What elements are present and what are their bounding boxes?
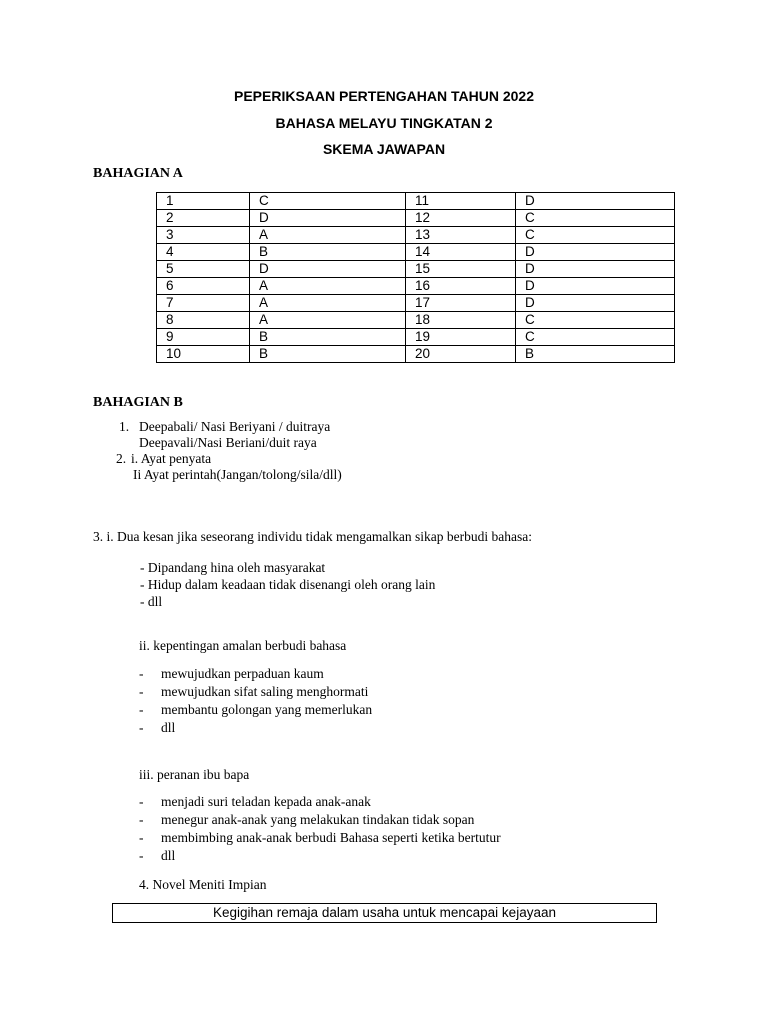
answer-letter: C bbox=[516, 329, 675, 346]
q4-heading: 4. Novel Meniti Impian bbox=[139, 877, 267, 892]
list-dash: - bbox=[139, 684, 144, 699]
scheme-title: SKEMA JAWAPAN bbox=[322, 141, 446, 157]
answer-letter: A bbox=[250, 312, 406, 329]
answer-letter: D bbox=[250, 210, 406, 227]
answer-letter: D bbox=[250, 261, 406, 278]
question-number: 4 bbox=[157, 244, 250, 261]
table-row bbox=[157, 312, 675, 329]
table-row bbox=[157, 244, 675, 261]
answer-letter: B bbox=[516, 346, 675, 363]
q1-number: 1. bbox=[119, 419, 130, 434]
answer-letter: B bbox=[250, 346, 406, 363]
answer-letter: C bbox=[516, 227, 675, 244]
q1-answer-line1: Deepabali/ Nasi Beriyani / duitraya bbox=[139, 419, 331, 434]
q3-iii-item-4 bbox=[139, 848, 175, 864]
question-number: 8 bbox=[157, 312, 250, 329]
answer-letter: A bbox=[250, 227, 406, 244]
q3-ii-item-2 bbox=[139, 684, 368, 700]
question-number: 1 bbox=[157, 193, 250, 210]
table-row bbox=[157, 261, 675, 278]
exam-title: PEPERIKSAAN PERTENGAHAN TAHUN 2022 bbox=[233, 88, 534, 104]
answer-letter: D bbox=[516, 193, 675, 210]
list-text: mewujudkan sifat saling menghormati bbox=[161, 684, 369, 699]
table-row bbox=[157, 329, 675, 346]
list-dash: - bbox=[139, 702, 144, 717]
answer-letter: C bbox=[250, 193, 406, 210]
question-number: 3 bbox=[157, 227, 250, 244]
q3-iii-item-1 bbox=[139, 794, 371, 810]
answer-letter: A bbox=[250, 295, 406, 312]
answer-table bbox=[156, 192, 675, 363]
q3-iii-item-2 bbox=[139, 812, 474, 828]
question-number: 13 bbox=[406, 227, 516, 244]
list-text: membimbing anak-anak berbudi Bahasa seperti ketika bertutur bbox=[161, 830, 501, 845]
answer-letter: B bbox=[250, 244, 406, 261]
answer-letter: D bbox=[516, 295, 675, 312]
question-number: 2 bbox=[157, 210, 250, 227]
q3-ii-item-3 bbox=[139, 702, 372, 718]
answer-letter: C bbox=[516, 210, 675, 227]
list-dash: - bbox=[139, 812, 144, 827]
q2-answer-line1: i. Ayat penyata bbox=[131, 451, 212, 466]
question-number: 12 bbox=[406, 210, 516, 227]
table-row bbox=[157, 278, 675, 295]
question-number: 19 bbox=[406, 329, 516, 346]
question-number: 11 bbox=[406, 193, 516, 210]
q3-ii-item-4 bbox=[139, 720, 175, 736]
q3-iii-heading: iii. peranan ibu bapa bbox=[139, 767, 250, 782]
table-row bbox=[157, 295, 675, 312]
table-row bbox=[157, 346, 675, 363]
q3-intro: 3. i. Dua kesan jika seseorang individu tidak mengamalkan sikap berbudi bahasa: bbox=[93, 529, 533, 544]
list-dash: - bbox=[139, 830, 144, 845]
question-number: 17 bbox=[406, 295, 516, 312]
table-row bbox=[157, 227, 675, 244]
table-row bbox=[157, 193, 675, 210]
answer-letter: A bbox=[250, 278, 406, 295]
question-number: 20 bbox=[406, 346, 516, 363]
q3-i-item-1: - Dipandang hina oleh masyarakat bbox=[140, 560, 326, 575]
answer-letter: D bbox=[516, 278, 675, 295]
answer-letter: C bbox=[516, 312, 675, 329]
q2-answer-line2: Ii Ayat perintah(Jangan/tolong/sila/dll) bbox=[133, 467, 342, 482]
q3-i-item-3: - dll bbox=[140, 594, 163, 609]
question-number: 10 bbox=[157, 346, 250, 363]
answer-letter: D bbox=[516, 244, 675, 261]
question-number: 7 bbox=[157, 295, 250, 312]
list-text: menegur anak-anak yang melakukan tindakan tidak sopan bbox=[161, 812, 475, 827]
answer-letter: D bbox=[516, 261, 675, 278]
q3-i-item-2: - Hidup dalam keadaan tidak disenangi oleh orang lain bbox=[140, 577, 436, 592]
q3-iii-item-3 bbox=[139, 830, 501, 846]
list-dash: - bbox=[139, 848, 144, 863]
question-number: 6 bbox=[157, 278, 250, 295]
q4-answer-box: Kegigihan remaja dalam usaha untuk mencapai kejayaan bbox=[112, 903, 657, 923]
question-number: 16 bbox=[406, 278, 516, 295]
list-dash: - bbox=[139, 666, 144, 681]
q1-answer-line2: Deepavali/Nasi Beriani/duit raya bbox=[139, 435, 317, 450]
bahagian-b-heading: BAHAGIAN B bbox=[93, 395, 183, 410]
list-dash: - bbox=[139, 794, 144, 809]
q2-number: 2. bbox=[116, 451, 127, 466]
table-row bbox=[157, 210, 675, 227]
list-text: menjadi suri teladan kepada anak-anak bbox=[161, 794, 371, 809]
question-number: 5 bbox=[157, 261, 250, 278]
bahagian-a-heading: BAHAGIAN A bbox=[93, 166, 183, 181]
q3-ii-heading: ii. kepentingan amalan berbudi bahasa bbox=[139, 638, 347, 653]
list-text: dll bbox=[161, 720, 176, 735]
answer-letter: B bbox=[250, 329, 406, 346]
subject-title: BAHASA MELAYU TINGKATAN 2 bbox=[275, 115, 493, 131]
list-text: mewujudkan perpaduan kaum bbox=[161, 666, 324, 681]
question-number: 9 bbox=[157, 329, 250, 346]
question-number: 15 bbox=[406, 261, 516, 278]
list-dash: - bbox=[139, 720, 144, 735]
list-text: membantu golongan yang memerlukan bbox=[161, 702, 373, 717]
q3-ii-item-1 bbox=[139, 666, 324, 682]
question-number: 14 bbox=[406, 244, 516, 261]
list-text: dll bbox=[161, 848, 176, 863]
question-number: 18 bbox=[406, 312, 516, 329]
